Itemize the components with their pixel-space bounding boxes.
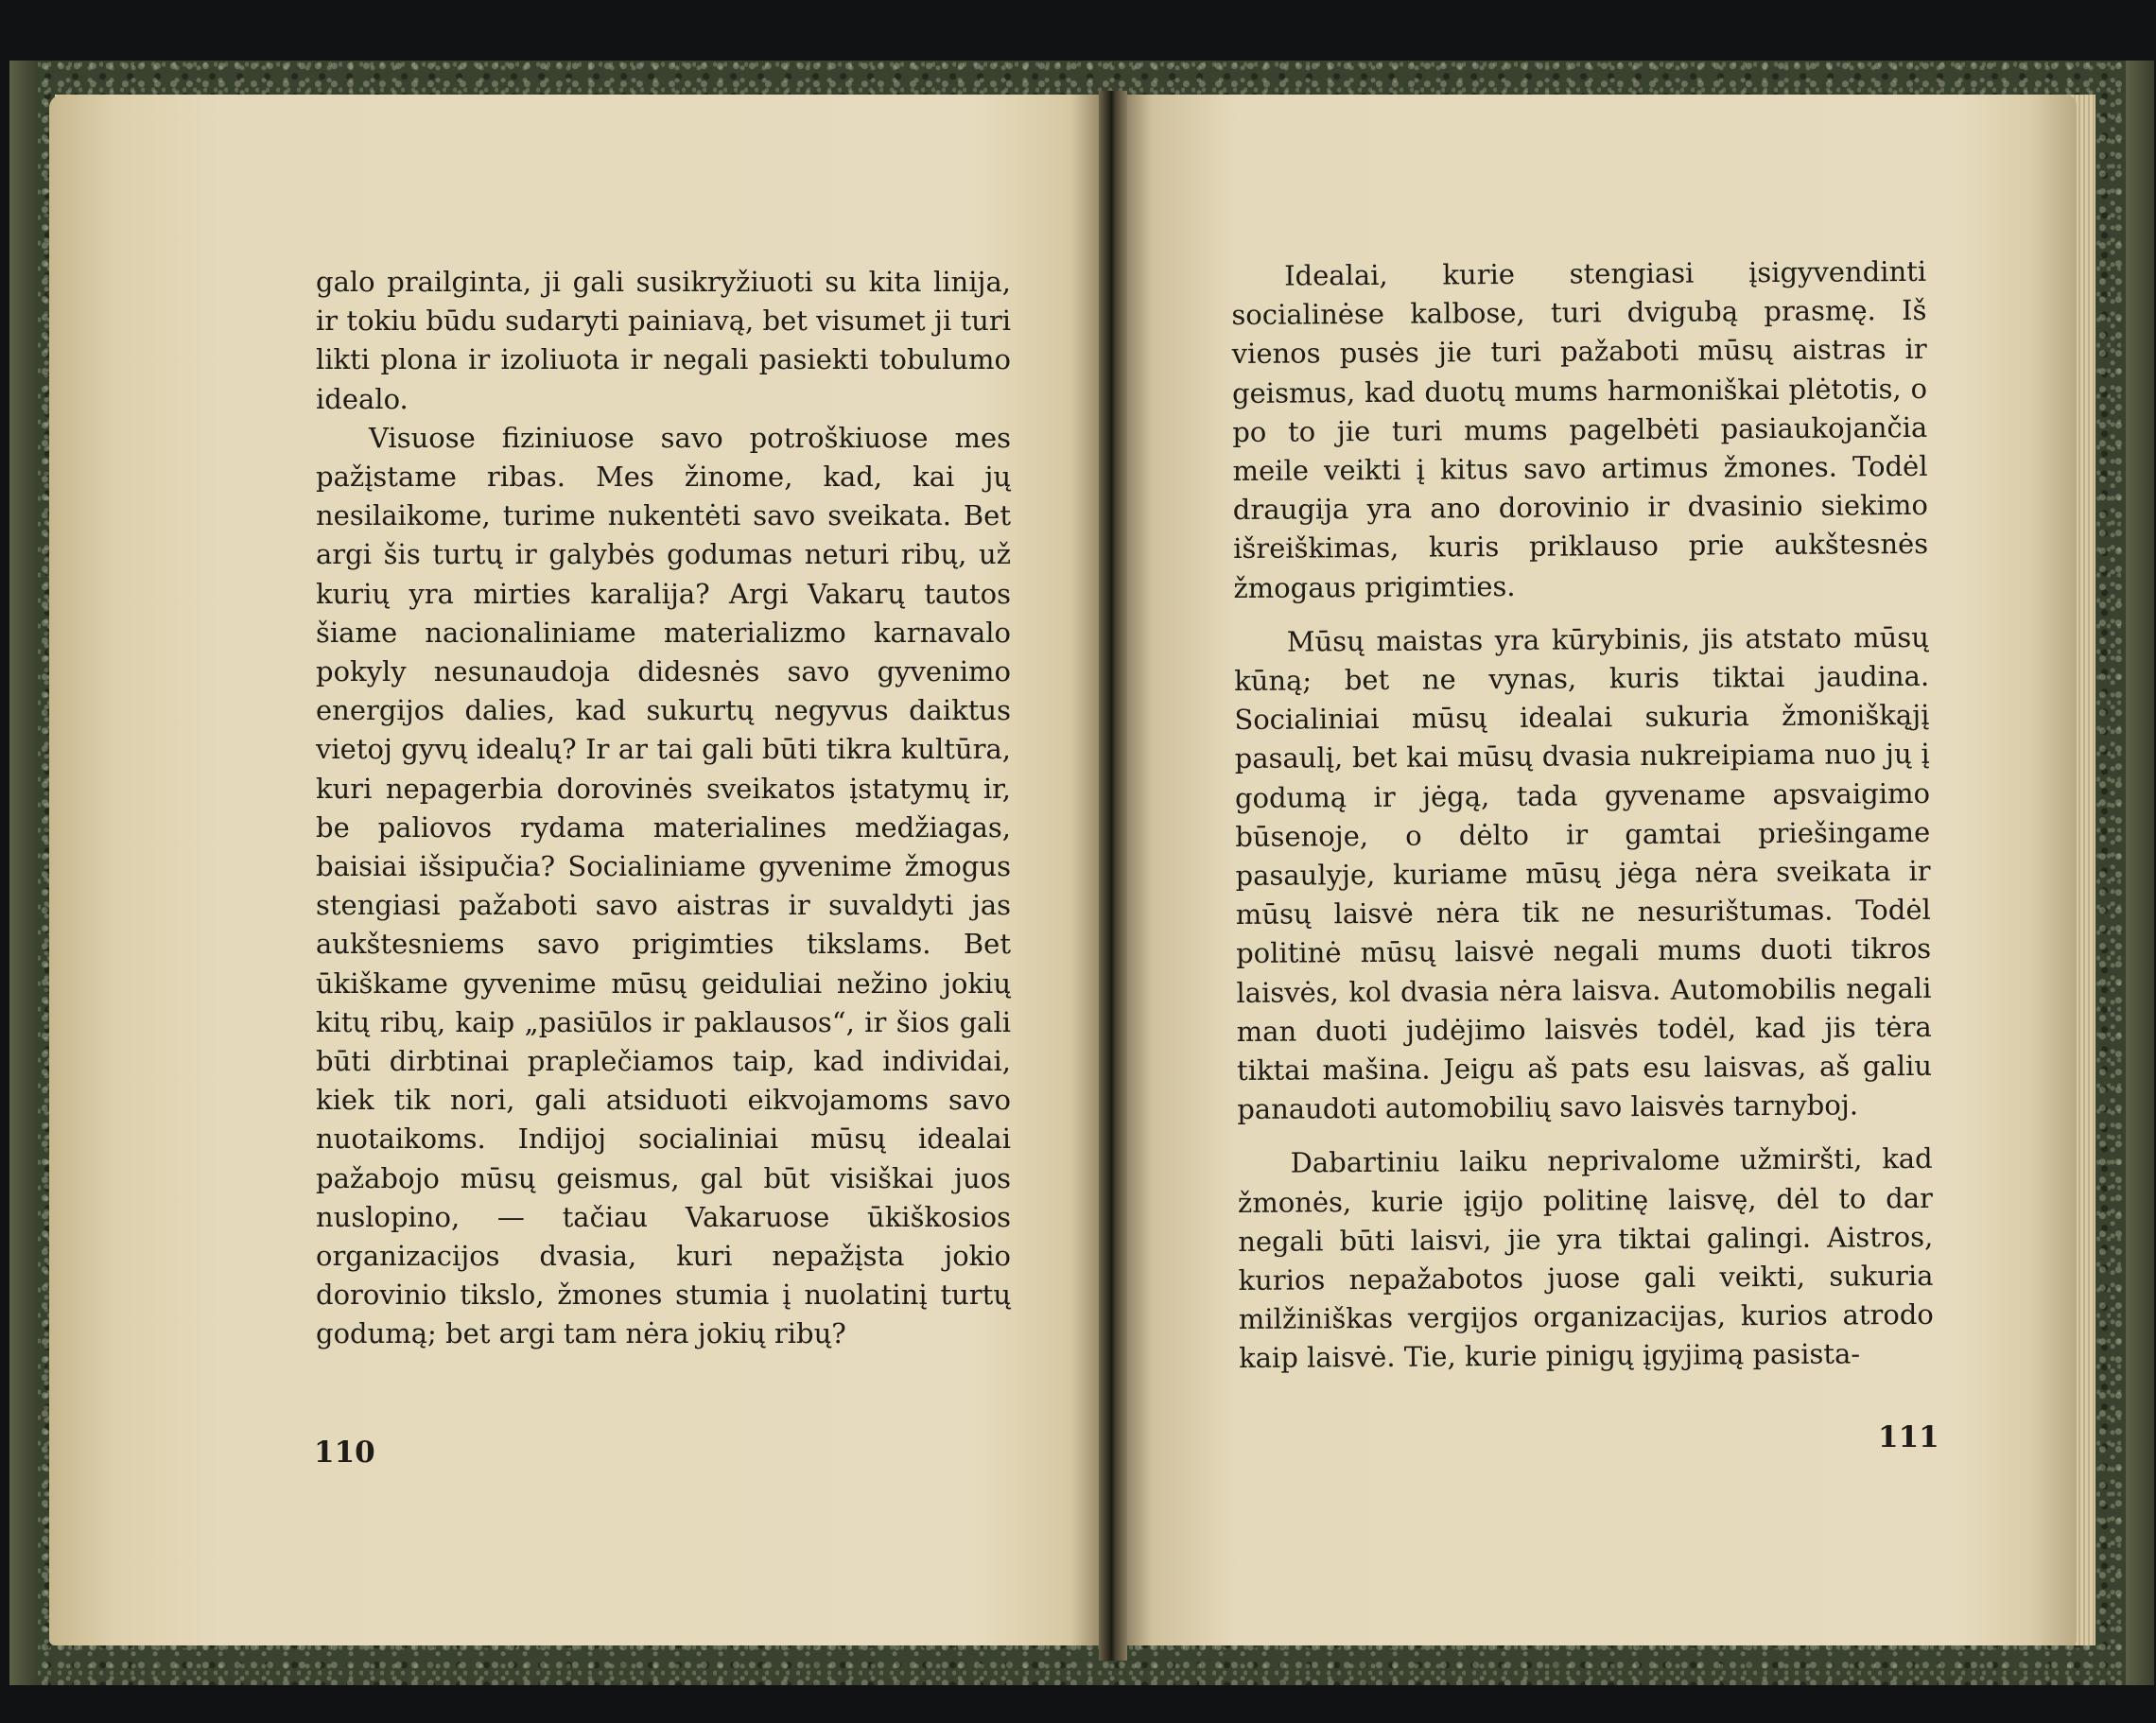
paragraph: galo prailginta, ji gali susikryžiuoti su kita linija, ir tokiu būdu sudaryti painiavą, bet visumet ji turi likti plona ir izoliuota ir negali pasiekti tobulumo idealo.	[316, 266, 1011, 415]
left-page-text	[316, 263, 1011, 1354]
paragraph: Mūsų maistas yra kūrybinis, jis atstato mūsų kūną; bet ne vynas, kuris tiktai jaudina. Socialiniai mūsų idealai sukuria žmoniškąjį pasaulį, bet kai mūsų dvasia nukreipiama nuo jų į godumą ir jėgą, tada gyvename apsvaigimo būsenoje, o dėlto ir gamtai priešingame pasaulyje, kuriame mūsų jėga nėra sveikata ir mūsų laisvė nėra tik ne nesurištumas. Todėl politinė mūsų laisvė negali mums duoti tikros laisvės, kol dvasia nėra laisva. Automobilis negali man duoti judėjimo laisvės todėl, kad jis tėra tiktai mašina. Jeigu aš pats esu laisvas, aš galiu panaudoti automobilių savo laisvės tarnyboj.	[1234, 620, 1933, 1126]
cover-edge-right	[2126, 61, 2154, 1685]
paragraph: Visuose fiziniuose savo potroškiuose mes pažįstame ribas. Mes žinome, kad, kai jų nesilaikome, turime nukentėti savo sveikata. Bet argi šis turtų ir galybės godumas neturi ribų, už kurių yra mirties karalija? Argi Vakarų tautos šiame nacionaliniame materializmo karnavalo pokyly nesunaudoja didesnės savo gyvenimo energijos dalies, kad sukurtų negyvus daiktus vietoj gyvų idealų? Ir ar tai gali būti tikra kultūra, kuri nepagerbia dorovinės sveikatos įstatymų ir, be paliovos rydama materialines medžiagas, baisiai išsipučia? Socialiniame gyvenime žmogus stengiasi pažaboti savo aistras ir suvaldyti jas aukštesniems savo prigimties tikslams. Bet ūkiškame gyvenime mūsų geiduliai nežino jokių kitų ribų, kaip „pasiūlos ir paklausos“, ir šios gali būti dirbtinai praplečiamos taip, kad individai, kiek tik nori, gali atsiduoti eikvojamoms savo nuotaikoms. Indijoj socialiniai mūsų idealai pažabojo mūsų geismus, gal būt visiškai juos nuslopino, — tačiau Vakaruose ūkiškosios organizacijos dvasia, kuri nepažįsta jokio dorovinio tikslo, žmones stumia į nuolatinį turtų godumą; bet argi tam nėra jokių ribų?	[316, 421, 1011, 1350]
paragraph: Dabartiniu laiku neprivalome užmiršti, kad žmonės, kurie įgijo politinę laisvę, dėl to dar negali būti laisvi, jie yra tiktai galingi. Aistros, kurios nepažabotos juose gali veikti, sukuria milžiniškas vergijos organizacijas, kurios atrodo kaip laisvė. Tie, kurie pinigų įgyjimą pasista-	[1237, 1142, 1934, 1375]
page-number-left: 110	[314, 1436, 375, 1470]
right-page-text	[1231, 252, 1934, 1379]
paragraph: Idealai, kurie stengiasi įsigyvendinti socialinėse kalbose, turi dvigubą prasmę. Iš vienos pusės jie turi pažaboti mūsų aistras ir geismus, kad duotų mums harmoniškai plėtotis, o po to jie turi mums pagelbėti pasiaukojančia meile veikti į kitus savo artimus žmones. Todėl draugija yra ano dorovinio ir dvasinio siekimo išreiškimas, kuris priklauso prie aukštesnės žmogaus prigimties.	[1231, 254, 1929, 604]
book-gutter	[1099, 91, 1127, 1661]
cover-edge-left	[9, 61, 38, 1685]
page-number-right: 111	[1878, 1420, 1939, 1454]
